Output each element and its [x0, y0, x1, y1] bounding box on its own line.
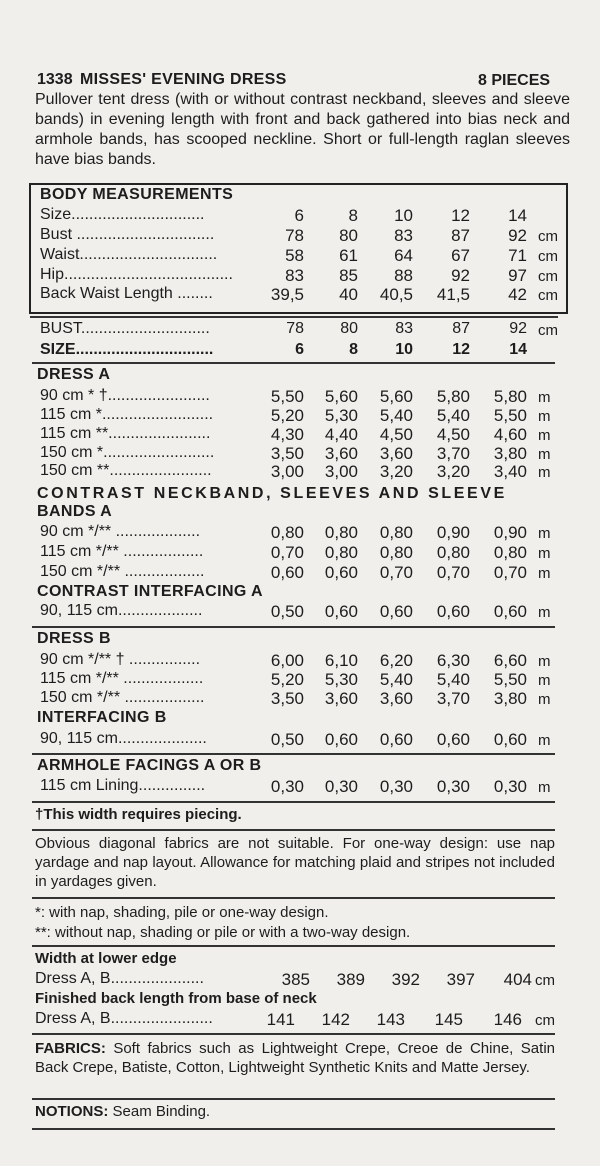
- dress-b-row: [40, 651, 565, 670]
- dress-b-value: 5,40: [436, 670, 470, 689]
- length-unit: cm: [535, 1012, 555, 1029]
- fabrics-label: FABRICS:: [35, 1040, 106, 1057]
- dress-a-row: [40, 425, 565, 444]
- armhole-facings-title: ARMHOLE FACINGS A OR B: [37, 757, 262, 774]
- armhole-facings-value: 0,30: [270, 777, 304, 796]
- bust-value: 78: [286, 320, 304, 337]
- size-value: 6: [295, 341, 304, 358]
- contrast-neckband-row: [40, 523, 565, 542]
- dress-b-value: 6,60: [493, 651, 527, 670]
- armhole-facings-row: [40, 777, 565, 796]
- dress-a-value: 5,60: [379, 387, 413, 406]
- fabrics-text: Soft fabrics such as Lightweight Crepe, Creoe de Chine, Satin Back Crepe, Batiste, Cotton, Lightweight Synthetic Knits and Matte Jersey.: [35, 1040, 555, 1076]
- dress-a-unit: m: [538, 427, 551, 444]
- width-value: 397: [446, 970, 475, 989]
- contrast-interfacing-value: 0,50: [270, 602, 304, 621]
- dress-b-row: [40, 689, 565, 708]
- dress-b-value: 3,60: [324, 689, 358, 708]
- width-lower-edge-row: [35, 970, 560, 989]
- dress-a-unit: m: [538, 408, 551, 425]
- interfacing-b-value: 0,60: [493, 730, 527, 749]
- body-measurement-value: 14: [508, 206, 527, 225]
- body-measurement-value: 71: [508, 246, 527, 265]
- size-value: 14: [509, 341, 527, 358]
- body-measurement-row: [40, 206, 565, 225]
- contrast-neckband-value: 0,70: [436, 563, 470, 582]
- dress-b-value: 3,70: [436, 689, 470, 708]
- dress-a-value: 3,70: [436, 444, 470, 463]
- dress-a-value: 4,50: [379, 425, 413, 444]
- dress-b-value: 6,10: [324, 651, 358, 670]
- dress-a-value: 5,50: [270, 387, 304, 406]
- contrast-neckband-unit: m: [538, 565, 551, 582]
- body-measurement-value: 97: [508, 266, 527, 285]
- fabric-note: Obvious diagonal fabrics are not suitable. For one-way design: use nap yardage and nap layout. Allowance for matching plaid and stripes not included in yardages given.: [35, 835, 555, 890]
- contrast-neckband-unit: m: [538, 525, 551, 542]
- body-measurement-label: Size..............................: [40, 206, 205, 223]
- body-measurement-value: 61: [339, 246, 358, 265]
- body-measurement-label: Bust ...............................: [40, 226, 215, 243]
- body-measurement-unit: cm: [538, 228, 558, 245]
- finished-length-row: [35, 1010, 560, 1029]
- length-value: 146: [493, 1010, 522, 1029]
- dress-a-value: 3,50: [270, 444, 304, 463]
- interfacing-b-row: [40, 730, 565, 749]
- contrast-neckband-value: 0,80: [324, 523, 358, 542]
- finished-length-label: Dress A, B.......................: [35, 1010, 213, 1027]
- body-measurement-value: 40,5: [379, 285, 413, 304]
- divider: [32, 626, 555, 628]
- dress-a-label: 115 cm *.........................: [40, 406, 214, 423]
- size-value: 10: [395, 341, 413, 358]
- body-measurement-row: [40, 246, 565, 265]
- dress-a-value: 3,20: [379, 462, 413, 481]
- body-measurements-title: BODY MEASUREMENTS: [40, 186, 234, 203]
- width-unit: cm: [535, 972, 555, 989]
- contrast-neckband-value: 0,80: [379, 523, 413, 542]
- dress-a-value: 4,50: [436, 425, 470, 444]
- body-measurement-value: 78: [285, 226, 304, 245]
- size-row: [40, 341, 565, 360]
- length-value: 142: [321, 1010, 350, 1029]
- dress-a-value: 4,30: [270, 425, 304, 444]
- contrast-neckband-value: 0,80: [436, 543, 470, 562]
- dress-a-row: [40, 406, 565, 425]
- interfacing-b-unit: m: [538, 732, 551, 749]
- divider: [32, 1128, 555, 1130]
- contrast-neckband-label: 115 cm */** ..................: [40, 543, 204, 560]
- dress-a-value: 4,40: [324, 425, 358, 444]
- divider: [32, 801, 555, 803]
- contrast-neckband-title-line2: BANDS A: [37, 503, 113, 520]
- contrast-neckband-unit: m: [538, 545, 551, 562]
- dress-a-value: 5,60: [324, 387, 358, 406]
- dress-a-unit: m: [538, 389, 551, 406]
- dress-b-value: 6,00: [270, 651, 304, 670]
- contrast-neckband-row: [40, 563, 565, 582]
- width-value: 392: [391, 970, 420, 989]
- size-value: 8: [349, 341, 358, 358]
- body-measurement-unit: cm: [538, 287, 558, 304]
- dress-a-row: [40, 462, 565, 481]
- contrast-neckband-label: 90 cm */** ...................: [40, 523, 201, 540]
- armhole-facings-value: 0,30: [379, 777, 413, 796]
- armhole-facings-value: 0,30: [324, 777, 358, 796]
- dress-a-value: 3,00: [270, 462, 304, 481]
- contrast-interfacing-value: 0,60: [324, 602, 358, 621]
- size-label: SIZE...............................: [40, 341, 214, 358]
- dress-a-value: 5,80: [436, 387, 470, 406]
- dress-a-value: 3,80: [493, 444, 527, 463]
- body-measurement-value: 10: [394, 206, 413, 225]
- dress-b-unit: m: [538, 672, 551, 689]
- dress-a-value: 5,40: [379, 406, 413, 425]
- contrast-neckband-value: 0,70: [379, 563, 413, 582]
- contrast-neckband-label: 150 cm */** ..................: [40, 563, 205, 580]
- bust-value: 80: [340, 320, 358, 337]
- dress-b-unit: m: [538, 691, 551, 708]
- finished-length-title: Finished back length from base of neck: [35, 990, 317, 1007]
- nap-note: *: with nap, shading, pile or one-way design.: [35, 904, 329, 921]
- notions-label: NOTIONS:: [35, 1103, 109, 1120]
- length-value: 145: [434, 1010, 463, 1029]
- dress-a-title: DRESS A: [37, 366, 111, 383]
- armhole-facings-label: 115 cm Lining...............: [40, 777, 206, 794]
- notions-line: [35, 1103, 210, 1120]
- body-measurement-label: Back Waist Length ........: [40, 285, 213, 302]
- body-measurement-value: 41,5: [436, 285, 470, 304]
- contrast-neckband-row: [40, 543, 565, 562]
- bust-value: 87: [452, 320, 470, 337]
- dress-b-unit: m: [538, 653, 551, 670]
- dress-a-value: 5,80: [493, 387, 527, 406]
- dress-a-value: 3,00: [324, 462, 358, 481]
- dress-b-value: 5,20: [270, 670, 304, 689]
- body-measurement-value: 87: [451, 226, 470, 245]
- dress-b-value: 3,60: [379, 689, 413, 708]
- contrast-interfacing-value: 0,60: [436, 602, 470, 621]
- interfacing-b-value: 0,50: [270, 730, 304, 749]
- divider: [32, 829, 555, 831]
- dress-b-value: 5,30: [324, 670, 358, 689]
- contrast-neckband-value: 0,80: [379, 543, 413, 562]
- contrast-neckband-value: 0,90: [493, 523, 527, 542]
- divider: [32, 753, 555, 755]
- body-measurement-value: 85: [339, 266, 358, 285]
- contrast-neckband-value: 0,90: [436, 523, 470, 542]
- body-measurement-value: 88: [394, 266, 413, 285]
- contrast-interfacing-title: CONTRAST INTERFACING A: [37, 583, 263, 600]
- interfacing-b-title: INTERFACING B: [37, 709, 167, 726]
- interfacing-b-label: 90, 115 cm....................: [40, 730, 207, 747]
- dress-a-label: 90 cm * †.......................: [40, 387, 210, 404]
- width-lower-edge-label: Dress A, B.....................: [35, 970, 204, 987]
- dress-a-value: 3,40: [493, 462, 527, 481]
- dress-a-label: 150 cm **.......................: [40, 462, 212, 479]
- bust-value: 83: [395, 320, 413, 337]
- contrast-neckband-value: 0,60: [270, 563, 304, 582]
- body-measurement-value: 83: [394, 226, 413, 245]
- contrast-neckband-value: 0,70: [493, 563, 527, 582]
- contrast-neckband-title: CONTRAST NECKBAND, SLEEVES AND SLEEVE: [37, 485, 507, 502]
- armhole-facings-value: 0,30: [436, 777, 470, 796]
- description: Pullover tent dress (with or without contrast neckband, sleeves and sleeve bands) in evening length with front and back gathered into bias neck and armhole bands, has scooped neckline. Short or full-length raglan sleeves have bias bands.: [35, 91, 570, 168]
- divider: [32, 897, 555, 899]
- pattern-title: MISSES' EVENING DRESS: [80, 71, 287, 88]
- dress-b-value: 3,80: [493, 689, 527, 708]
- dress-a-row: [40, 444, 565, 463]
- body-measurement-value: 39,5: [270, 285, 304, 304]
- width-value: 389: [336, 970, 365, 989]
- dress-b-row: [40, 670, 565, 689]
- bust-value: 92: [509, 320, 527, 337]
- notions-text: Seam Binding.: [112, 1103, 211, 1120]
- dress-a-unit: m: [538, 446, 551, 463]
- body-measurement-value: 64: [394, 246, 413, 265]
- dress-b-label: 90 cm */** † ................: [40, 651, 201, 668]
- body-measurement-value: 80: [339, 226, 358, 245]
- dress-a-unit: m: [538, 464, 551, 481]
- size-value: 12: [452, 341, 470, 358]
- bust-unit: cm: [538, 322, 558, 339]
- dress-b-label: 150 cm */** ..................: [40, 689, 205, 706]
- dress-a-value: 5,30: [324, 406, 358, 425]
- interfacing-b-value: 0,60: [324, 730, 358, 749]
- width-value: 404: [503, 970, 532, 989]
- body-measurement-unit: cm: [538, 268, 558, 285]
- width-value: 385: [281, 970, 310, 989]
- dress-a-label: 150 cm *.........................: [40, 444, 215, 461]
- body-measurement-value: 83: [285, 266, 304, 285]
- dress-b-label: 115 cm */** ..................: [40, 670, 204, 687]
- contrast-interfacing-row: [40, 602, 565, 621]
- no-nap-note: **: without nap, shading or pile or with a two-way design.: [35, 924, 411, 941]
- dress-a-value: 5,20: [270, 406, 304, 425]
- body-measurement-value: 8: [348, 206, 358, 225]
- contrast-interfacing-unit: m: [538, 604, 551, 621]
- dress-a-value: 3,60: [324, 444, 358, 463]
- dress-a-value: 3,60: [379, 444, 413, 463]
- dress-a-value: 5,50: [493, 406, 527, 425]
- fabrics-paragraph: [35, 1039, 555, 1077]
- body-measurement-row: [40, 226, 565, 245]
- divider: [32, 945, 555, 947]
- piecing-note: †This width requires piecing.: [35, 806, 242, 823]
- body-measurement-value: 58: [285, 246, 304, 265]
- interfacing-b-value: 0,60: [436, 730, 470, 749]
- armhole-facings-unit: m: [538, 779, 551, 796]
- dress-b-value: 6,20: [379, 651, 413, 670]
- dress-a-row: [40, 387, 565, 406]
- dress-b-value: 5,40: [379, 670, 413, 689]
- body-measurement-unit: cm: [538, 248, 558, 265]
- body-measurement-label: Waist...............................: [40, 246, 218, 263]
- interfacing-b-value: 0,60: [379, 730, 413, 749]
- body-measurement-row: [40, 266, 565, 285]
- contrast-interfacing-label: 90, 115 cm...................: [40, 602, 203, 619]
- contrast-interfacing-value: 0,60: [379, 602, 413, 621]
- bust-label: BUST.............................: [40, 320, 210, 337]
- divider: [32, 1033, 555, 1035]
- contrast-neckband-value: 0,70: [270, 543, 304, 562]
- body-measurement-label: Hip......................................: [40, 266, 233, 283]
- dress-b-value: 6,30: [436, 651, 470, 670]
- body-measurement-value: 92: [451, 266, 470, 285]
- body-measurement-row: [40, 285, 565, 304]
- body-measurement-value: 92: [508, 226, 527, 245]
- body-measurement-value: 42: [508, 285, 527, 304]
- body-measurement-value: 67: [451, 246, 470, 265]
- bust-row: [40, 320, 565, 339]
- contrast-interfacing-value: 0,60: [493, 602, 527, 621]
- dress-b-value: 5,50: [493, 670, 527, 689]
- body-measurement-value: 40: [339, 285, 358, 304]
- dress-b-value: 3,50: [270, 689, 304, 708]
- contrast-neckband-value: 0,80: [270, 523, 304, 542]
- dress-a-value: 3,20: [436, 462, 470, 481]
- pattern-number: 1338: [37, 71, 73, 88]
- dress-a-label: 115 cm **.......................: [40, 425, 211, 442]
- body-measurement-value: 6: [294, 206, 304, 225]
- length-value: 141: [266, 1010, 295, 1029]
- contrast-neckband-value: 0,80: [493, 543, 527, 562]
- piece-count: 8 PIECES: [478, 72, 551, 89]
- length-value: 143: [376, 1010, 405, 1029]
- divider: [32, 1098, 555, 1100]
- divider: [30, 316, 558, 318]
- body-measurement-value: 12: [451, 206, 470, 225]
- dress-a-value: 4,60: [493, 425, 527, 444]
- divider: [32, 362, 555, 364]
- contrast-neckband-value: 0,80: [324, 543, 358, 562]
- dress-b-title: DRESS B: [37, 630, 111, 647]
- contrast-neckband-value: 0,60: [324, 563, 358, 582]
- armhole-facings-value: 0,30: [493, 777, 527, 796]
- width-lower-edge-title: Width at lower edge: [35, 950, 177, 967]
- dress-a-value: 5,40: [436, 406, 470, 425]
